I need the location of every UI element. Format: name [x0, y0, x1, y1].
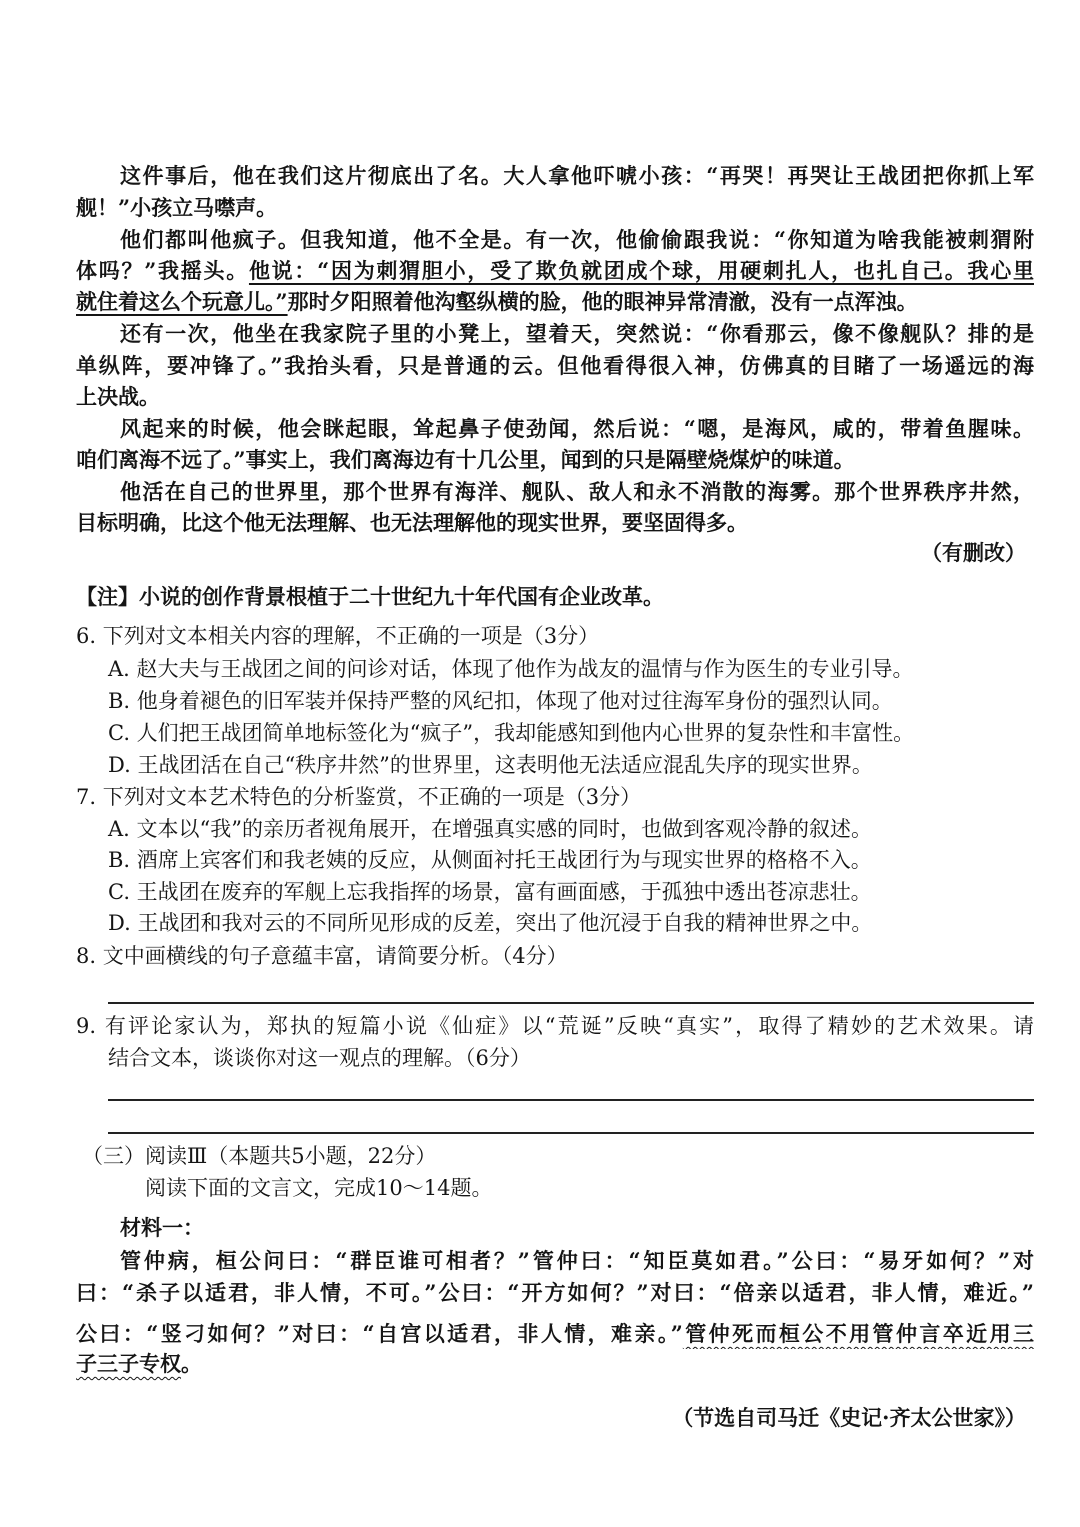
option-b: B. 酒席上宾客们和我老姨的反应，从侧面衬托王战团行为与现实世界的格格不入。 [108, 848, 872, 872]
material-line [76, 1319, 1034, 1349]
answer-line[interactable] [108, 1099, 1034, 1101]
passage-line [76, 256, 1034, 286]
question-stem: 6. 下列对文本相关内容的理解，不正确的一项是（3分） [76, 624, 600, 648]
passage-line: 单纵阵，要冲锋了。”我抬头看，只是普通的云。但他看得很入神，仿佛真的目睹了一场遥远的海 [76, 353, 1034, 378]
option-c: C. 人们把王战团简单地标签化为“疯子”，我却能感知到他内心世界的复杂性和丰富性。 [108, 721, 915, 745]
question-stem: 结合文本，谈谈你对这一观点的理解。（6分） [108, 1046, 531, 1070]
passage-line: 他们都叫他疯子。但我知道，他不全是。有一次，他偷偷跟我说：“你知道为啥我能被刺猬附 [120, 227, 1034, 252]
text: 那时夕阳照着他沟壑纵横的脸，他的眼神异常清澈，没有一点浑浊。 [287, 289, 918, 314]
material-line: 曰：“杀子以适君，非人情，不可。”公曰：“开方如何？”对曰：“倍亲以适君，非人情，难近。” [76, 1280, 1034, 1305]
wavy-underlined-sentence: 管仲死而桓公不用管仲言卒近用三 [682, 1321, 1034, 1346]
passage-line: 他活在自己的世界里，那个世界有海洋、舰队、敌人和永不消散的海雾。那个世界秩序井然， [120, 479, 1034, 504]
passage-line: 这件事后，他在我们这片彻底出了名。大人拿他吓唬小孩：“再哭！再哭让王战团把你抓上军 [120, 163, 1034, 188]
option-c: C. 王战团在废弃的军舰上忘我指挥的场景，富有画面感，于孤独中透出苍凉悲壮。 [108, 880, 872, 904]
passage-line: 舰！”小孩立马噤声。 [76, 195, 278, 220]
material-line [76, 1349, 1034, 1379]
text: 。 [181, 1351, 202, 1376]
question-stem: 9. 有评论家认为，郑执的短篇小说《仙症》以“荒诞”反映“真实”，取得了精妙的艺术效果。请 [76, 1014, 1034, 1038]
underlined-sentence: 就住着这么个玩意儿。” [76, 289, 288, 314]
passage-line: 上决战。 [76, 384, 160, 409]
option-b: B. 他身着褪色的旧军装并保持严整的风纪扣，体现了他对过往海军身份的强烈认同。 [108, 689, 893, 713]
material-label: 材料一： [120, 1215, 204, 1240]
passage-line: 目标明确，比这个他无法理解、也无法理解他的现实世界，要坚固得多。 [76, 510, 748, 535]
question-stem: 7. 下列对文本艺术特色的分析鉴赏，不正确的一项是（3分） [76, 785, 642, 809]
source-note: （有删改） [921, 540, 1026, 565]
passage-line [76, 287, 1034, 317]
question-stem: 8. 文中画横线的句子意蕴丰富，请简要分析。（4分） [76, 944, 568, 968]
footnote: 【注】小说的创作背景根植于二十世纪九十年代国有企业改革。 [76, 584, 664, 609]
answer-line[interactable] [108, 1132, 1034, 1134]
passage-line: 咱们离海不远了。”事实上，我们离海边有十几公里，闻到的只是隔壁烧煤炉的味道。 [76, 447, 855, 472]
answer-line[interactable] [108, 1002, 1034, 1004]
option-d: D. 王战团活在自己“秩序井然”的世界里，这表明他无法适应混乱失序的现实世界。 [108, 753, 873, 777]
section-instruction: 阅读下面的文言文，完成10～14题。 [145, 1176, 493, 1200]
option-d: D. 王战团和我对云的不同所见形成的反差，突出了他沉浸于自我的精神世界之中。 [108, 911, 873, 935]
wavy-underlined-sentence: 子三子专权 [76, 1351, 181, 1376]
text: 公曰：“竖刁如何？”对曰：“自宫以适君，非人情，难亲。” [76, 1321, 683, 1346]
underlined-sentence: 他说：“因为刺猬胆小，受了欺负就团成个球，用硬刺扎人，也扎自己。我心里 [248, 258, 1034, 283]
option-a: A. 文本以“我”的亲历者视角展开，在增强真实感的同时，也做到客观冷静的叙述。 [108, 817, 872, 841]
material-source: （节选自司马迁《史记·齐太公世家》） [672, 1405, 1026, 1430]
material-line: 管仲病，桓公问曰：“群臣谁可相者？”管仲曰：“知臣莫如君。”公曰：“易牙如何？”对 [120, 1248, 1034, 1273]
passage-line: 还有一次，他坐在我家院子里的小凳上，望着天，突然说：“你看那云，像不像舰队？排的是 [120, 321, 1034, 346]
passage-line: 风起来的时候，他会眯起眼，耸起鼻子使劲闻，然后说：“嗯，是海风，咸的，带着鱼腥味。 [120, 416, 1034, 441]
text: 体吗？”我摇头。 [76, 258, 249, 283]
section-title: （三）阅读Ⅲ（本题共5小题，22分） [82, 1144, 437, 1168]
option-a: A. 赵大夫与王战团之间的问诊对话，体现了他作为战友的温情与作为医生的专业引导。 [108, 657, 914, 681]
